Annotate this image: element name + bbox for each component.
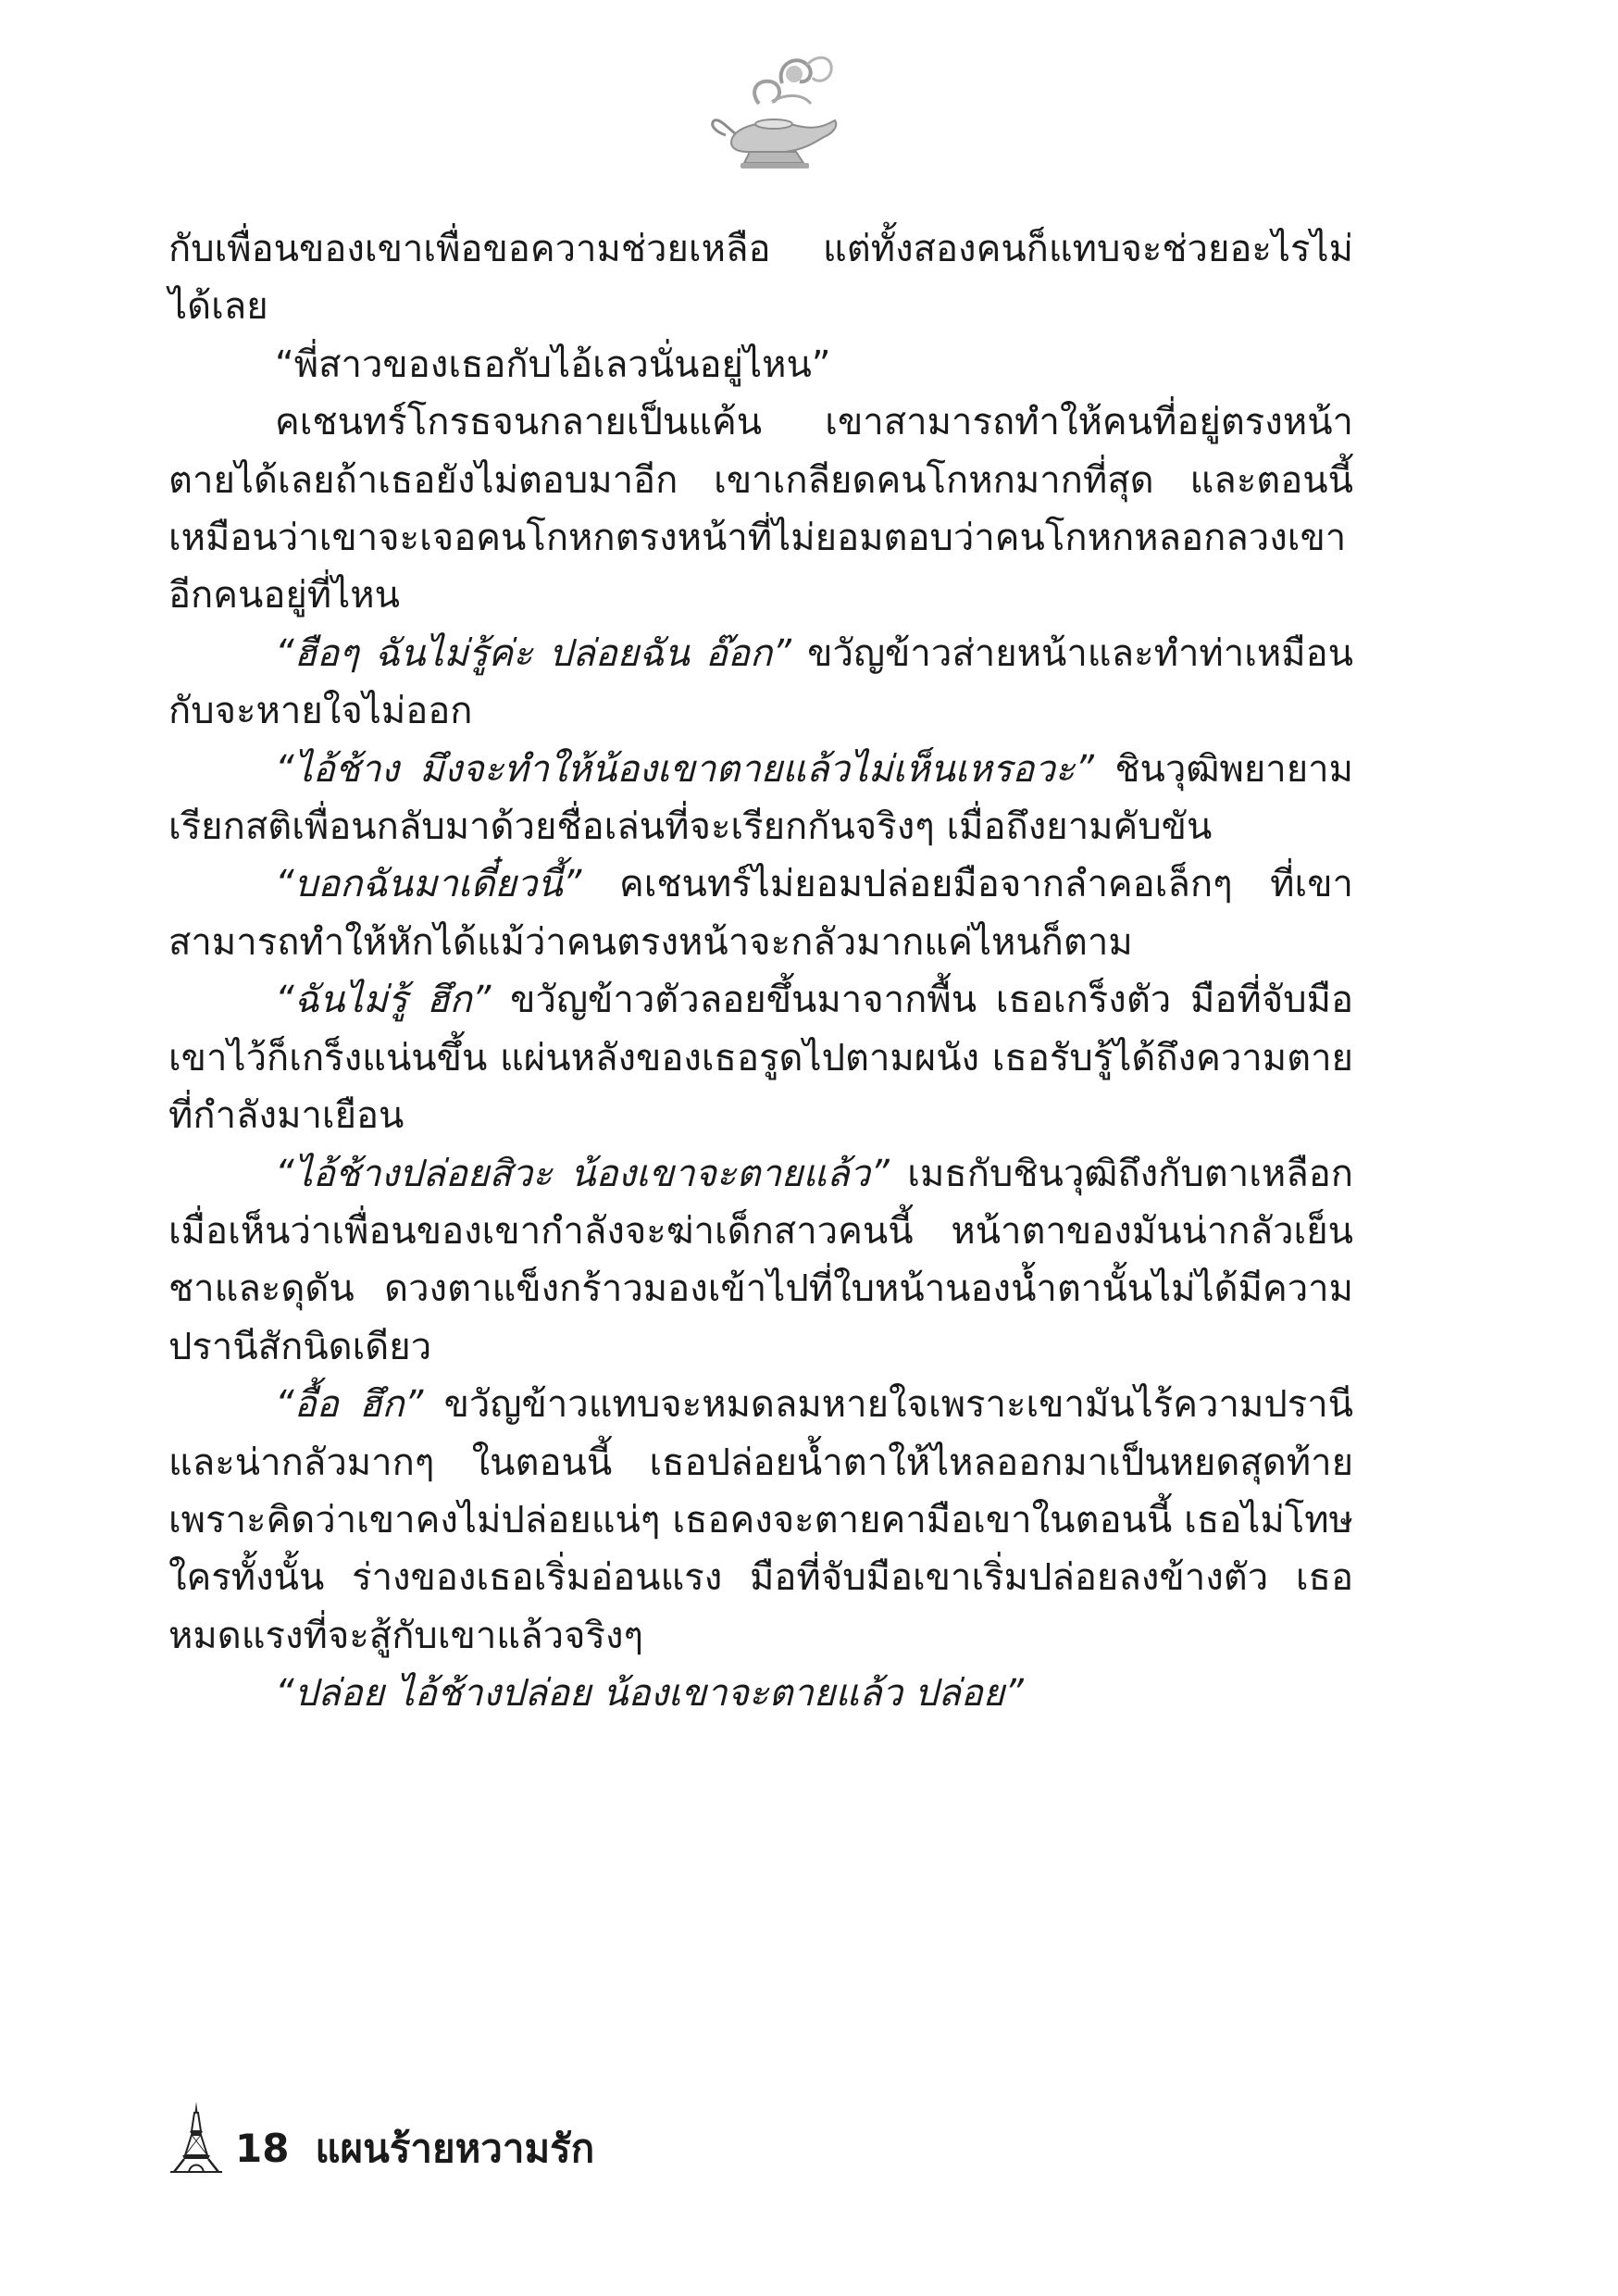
dialogue-text: “ไอ้ช้างปล่อยสิวะ น้องเขาจะตายแล้ว” [275,1152,890,1195]
paragraph [168,741,1353,856]
body-text [168,220,1353,1723]
eiffel-tower-icon [167,2100,226,2174]
narration-text: “พี่สาวของเธอกับไอ้เลวนั่นอยู่ไหน” [275,343,831,386]
paragraph [168,336,1353,393]
dialogue-text: “อื้อ ฮึก” [275,1383,424,1427]
narration-text: เมธกับชินวุฒิถึงกับตาเหลือกเมื่อเห็นว่าเพื่อนของเขากำลังจะฆ่าเด็กสาวคนนี้ หน้าตาของมันน่ากลัวเย็นชาและดุดัน ดวงตาแข็งกร้าวมองเข้าไปที่ใบหน้านองน้ำตานั้นไม่ได้มีความปรานีสักนิดเดียว [168,1152,1354,1368]
narration-text: คเชนทร์ไม่ยอมปล่อยมือจากลำคอเล็กๆ ที่เขาสามารถทำให้หักได้แม้ว่าคนตรงหน้าจะกลัวมากแค่ไหนก็ตาม [168,863,1353,964]
paragraph [168,393,1353,625]
narration-text: กับเพื่อนของเขาเพื่อขอความช่วยเหลือ แต่ทั้งสองคนก็แทบจะช่วยอะไรไม่ได้เลย [168,228,1353,329]
narration-text: ชินวุฒิพยายามเรียกสติเพื่อนกลับมาด้วยชื่อเล่นที่จะเรียกกันจริงๆ เมื่อถึงยามคับขัน [168,747,1353,849]
paragraph [168,625,1353,741]
dialogue-text: “บอกฉันมาเดี๋ยวนี้” [275,863,582,906]
dialogue-text: “ฉันไม่รู้ ฮึก” [275,979,492,1022]
paragraph [168,1145,1353,1377]
dialogue-text: “ไอ้ช้าง มึงจะทำให้น้องเขาตายแล้วไม่เห็นเหรอวะ” [275,747,1094,791]
paragraph [168,855,1353,971]
genie-lamp-ornament-icon [694,46,861,185]
dialogue-text: “ฮือๆ ฉันไม่รู้ค่ะ ปล่อยฉัน อ๊อก” [275,631,791,675]
book-title: แผนร้ายหวามรัก [315,2126,595,2171]
paragraph [168,971,1353,1144]
page-footer [167,2100,594,2174]
paragraph [168,220,1353,336]
narration-text: ขวัญข้าวส่ายหน้าและทำท่าเหมือนกับจะหายใจไม่ออก [168,631,1354,733]
dialogue-text: “ปล่อย ไอ้ช้างปล่อย น้องเขาจะตายแล้ว ปล่อย” [275,1672,1024,1716]
paragraph [168,1665,1353,1722]
narration-text: ขวัญข้าวตัวลอยขึ้นมาจากพื้น เธอเกร็งตัว มือที่จับมือเขาไว้ก็เกร็งแน่นขึ้น แผ่นหลังของเธอรูดไปตามผนัง เธอรับรู้ได้ถึงความตายที่กำลังมาเยือน [168,979,1353,1138]
narration-text: ขวัญข้าวแทบจะหมดลมหายใจเพราะเขามันไร้ความปรานีและน่ากลัวมากๆ ในตอนนี้ เธอปล่อยน้ำตาให้ไหลออกมาเป็นหยดสุดท้ายเพราะคิดว่าเขาคงไม่ปล่อยแน่ๆ เธอคงจะตายคามือเขาในตอนนี้ เธอไม่โทษใครทั้งนั้น ร่างของเธอเริ่มอ่อนแรง มือที่จับมือเขาเริ่มปล่อยลงข้างตัว เธอหมดแรงที่จะสู้กับเขาแล้วจริงๆ [168,1383,1354,1657]
page-number: 18 [235,2126,290,2171]
narration-text: คเชนทร์โกรธจนกลายเป็นแค้น เขาสามารถทำให้คนที่อยู่ตรงหน้าตายได้เลยถ้าเธอยังไม่ตอบมาอีก เขาเกลียดคนโกหกมากที่สุด และตอนนี้เหมือนว่าเขาจะเจอคนโกหกตรงหน้าที่ไม่ยอมตอบว่าคนโกหกหลอกลวงเขาอีกคนอยู่ที่ไหน [168,401,1353,618]
paragraph [168,1376,1353,1665]
